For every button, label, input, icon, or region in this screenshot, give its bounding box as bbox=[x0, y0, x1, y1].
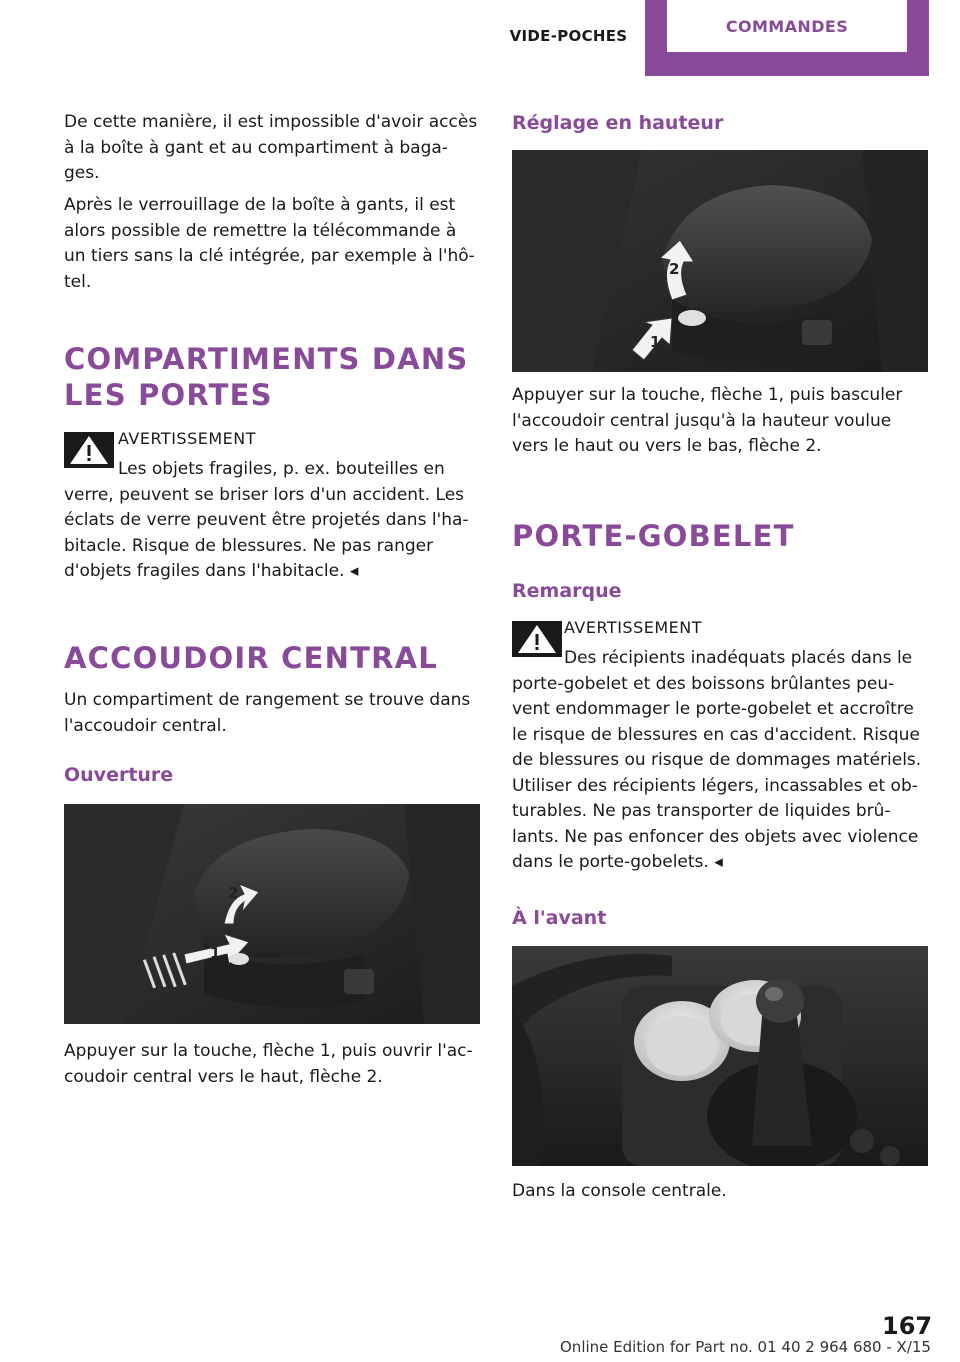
page-number: 167 bbox=[882, 1312, 933, 1340]
front-subtitle: À l'avant bbox=[512, 907, 607, 929]
height-caption: Appuyer sur la touche, flèche 1, puis basculer l'accoudoir central jusqu'à la hauteur voulue vers le haut ou vers le bas, flèche 2. bbox=[512, 385, 903, 456]
opening-subtitle: Ouverture bbox=[64, 764, 174, 786]
doors-warning-text: Les objets fragiles, p. ex. bouteilles en verre, peuvent se briser lors d'un accident. Les éclats de verre peuvent être projetés dans l'ha‐bitacle. Risque de blessures. Ne pas ranger d'objets fragiles dans l'habitacle. ◂ bbox=[64, 459, 469, 581]
arrow-1-label: 1 bbox=[650, 333, 661, 351]
arrow-2-label: 2 bbox=[669, 260, 680, 278]
footer-edition: Online Edition for Part no. 01 40 2 964 680 - X/15 bbox=[560, 1338, 931, 1356]
intro-paragraph-2: Après le verrouillage de la boîte à gants, il est alors possible de remettre la télécommande à un tiers sans la clé intégrée, par exemple à l'hô‐tel. bbox=[64, 195, 475, 292]
chapter-tab-inner bbox=[667, 0, 907, 52]
doors-warning-label: AVERTISSEMENT bbox=[118, 429, 256, 448]
opening-caption: Appuyer sur la touche, flèche 1, puis ouvrir l'ac‐coudoir central vers le haut, flèche 2. bbox=[64, 1041, 473, 1087]
section-tab bbox=[496, 0, 641, 72]
cup-holder-section-title: PORTE-GOBELET bbox=[512, 519, 795, 553]
armrest-opening-photo bbox=[64, 804, 480, 1024]
chapter-tab bbox=[645, 0, 929, 76]
section-tab-label: VIDE-POCHES bbox=[509, 27, 628, 45]
arrow-2-label: 2 bbox=[228, 884, 239, 902]
cup-holder-photo bbox=[512, 946, 928, 1166]
cup-warning-text: Des récipients inadéquats placés dans le porte-gobelet et des boissons brûlantes peu‐vent endommager le porte-gobelet et accroître le risque de blessures en cas d'accident. Risque de blessures ou risque de dommages matériels. Utiliser des récipients légers, incassables et ob‐turables. Ne pas transporter de liquides brû‐lants. Ne pas enfoncer des objets avec violence dans le porte-gobelets. ◂ bbox=[512, 648, 922, 872]
chapter-tab-label: COMMANDES bbox=[725, 16, 849, 36]
doors-section-title: COMPARTIMENTS DANS LES PORTES bbox=[64, 342, 469, 412]
note-subtitle: Remarque bbox=[512, 580, 622, 602]
arrow-1-label: 1 bbox=[210, 944, 221, 962]
height-subtitle: Réglage en hauteur bbox=[512, 112, 724, 134]
armrest-paragraph: Un compartiment de rangement se trouve dans l'accoudoir central. bbox=[64, 690, 471, 736]
armrest-section-title: ACCOUDOIR CENTRAL bbox=[64, 641, 438, 675]
front-caption: Dans la console centrale. bbox=[512, 1181, 727, 1201]
cup-warning-label: AVERTISSEMENT bbox=[564, 618, 702, 637]
intro-paragraph-1: De cette manière, il est impossible d'avoir accès à la boîte à gant et au compartiment à baga‐ges. bbox=[64, 112, 478, 183]
armrest-height-photo bbox=[512, 150, 928, 372]
